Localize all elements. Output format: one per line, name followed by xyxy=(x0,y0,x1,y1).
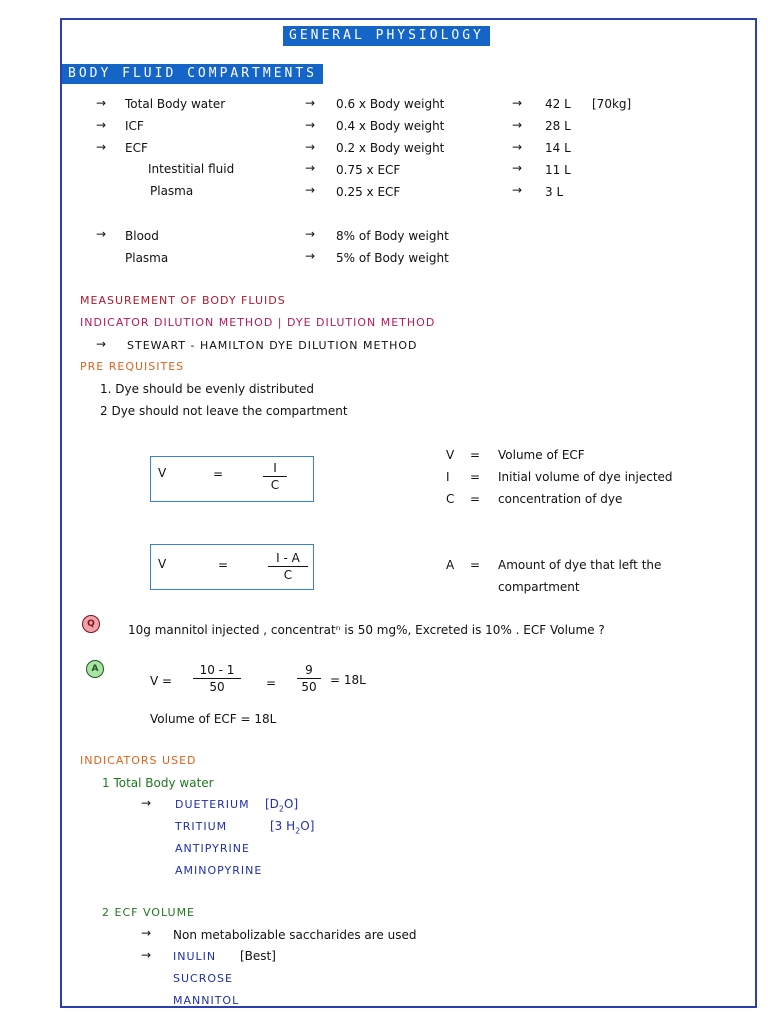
blood-formula: 8% of Body weight xyxy=(336,229,449,243)
answer-denominator: 50 xyxy=(209,680,225,694)
ecf-note: Non metabolizable saccharides are used xyxy=(173,928,417,942)
page-title: GENERAL PHYSIOLOGY xyxy=(283,26,490,46)
definition-symbol: V xyxy=(446,448,455,462)
definition-text: concentration of dye xyxy=(498,492,623,506)
measurement-heading: MEASUREMENT OF BODY FLUIDS xyxy=(80,294,286,307)
definition-text: compartment xyxy=(498,580,580,594)
definition-equals: = xyxy=(470,492,481,506)
arrow-icon: → xyxy=(305,161,316,175)
compartment-formula: 0.75 x ECF xyxy=(336,163,401,177)
ecf-heading: 2 ECF VOLUME xyxy=(102,906,196,919)
indicators-heading: INDICATORS USED xyxy=(80,754,197,767)
formula-fraction xyxy=(263,460,287,493)
formula-box-1 xyxy=(150,456,314,502)
arrow-icon: → xyxy=(141,796,152,810)
answer-badge-icon: A xyxy=(86,660,104,678)
definition-symbol: C xyxy=(446,492,455,506)
arrow-icon: → xyxy=(305,183,316,197)
question-badge-icon: Q xyxy=(82,615,100,633)
compartment-name: ECF xyxy=(125,141,148,155)
blood-name: Blood xyxy=(125,229,159,243)
arrow-icon: → xyxy=(305,140,316,154)
indicator-aminopyrine: AMINOPYRINE xyxy=(175,864,263,877)
answer-lhs: V = xyxy=(150,674,173,688)
compartment-value: 11 L xyxy=(545,163,571,177)
formula-part: O] xyxy=(300,819,315,833)
answer-result: = 18L xyxy=(330,673,366,687)
arrow-icon: → xyxy=(305,227,316,241)
indicator-tritium: TRITIUM xyxy=(175,820,228,833)
arrow-icon: → xyxy=(512,118,523,132)
definition-symbol: A xyxy=(446,558,455,572)
answer-denominator: 50 xyxy=(301,680,317,694)
indicator-inulin: INULIN xyxy=(173,950,217,963)
compartment-formula: 0.25 x ECF xyxy=(336,185,401,199)
arrow-icon: → xyxy=(305,249,316,263)
arrow-icon: → xyxy=(512,96,523,110)
formula-part: O] xyxy=(284,797,299,811)
compartment-formula: 0.2 x Body weight xyxy=(336,141,445,155)
arrow-icon: → xyxy=(96,337,107,351)
arrow-icon: → xyxy=(305,118,316,132)
method-heading: INDICATOR DILUTION METHOD | DYE DILUTION METHOD xyxy=(80,316,436,329)
deuterium-formula xyxy=(265,796,298,817)
compartment-name: Plasma xyxy=(150,184,194,198)
indicator-sucrose: SUCROSE xyxy=(173,972,233,985)
formula-lhs: V xyxy=(158,557,167,571)
arrow-icon: → xyxy=(141,948,152,962)
tritium-formula xyxy=(270,818,314,839)
arrow-icon: → xyxy=(512,140,523,154)
answer-fraction-2 xyxy=(297,662,321,695)
section-title: BODY FLUID COMPARTMENTS xyxy=(62,64,323,84)
formula-equals: = xyxy=(218,558,229,572)
compartment-name: Intestitial fluid xyxy=(148,162,235,176)
definition-text: Volume of ECF xyxy=(498,448,585,462)
compartment-value: 28 L xyxy=(545,119,571,133)
answer-conclusion: Volume of ECF = 18L xyxy=(150,712,277,726)
definition-equals: = xyxy=(470,470,481,484)
definition-equals: = xyxy=(470,448,481,462)
arrow-icon: → xyxy=(96,118,107,132)
arrow-icon: → xyxy=(96,96,107,110)
definition-text: Initial volume of dye injected xyxy=(498,470,673,484)
arrow-icon: → xyxy=(512,161,523,175)
arrow-icon: → xyxy=(96,227,107,241)
answer-numerator: 10 - 1 xyxy=(193,662,241,679)
formula-denominator: C xyxy=(270,478,280,492)
answer-numerator: 9 xyxy=(297,662,321,679)
formula-lhs: V xyxy=(158,466,167,480)
definition-equals: = xyxy=(470,558,481,572)
answer-fraction-1 xyxy=(193,662,241,695)
formula-denominator: C xyxy=(283,568,293,582)
arrow-icon: → xyxy=(512,183,523,197)
compartment-formula: 0.6 x Body weight xyxy=(336,97,445,111)
definition-symbol: I xyxy=(446,470,450,484)
indicator-mannitol: MANNITOL xyxy=(173,994,240,1007)
formula-part: [3 H xyxy=(270,819,296,833)
compartment-value: 3 L xyxy=(545,185,564,199)
prereq-item: 1. Dye should be evenly distributed xyxy=(100,382,315,396)
compartment-value: 42 L xyxy=(545,97,571,111)
compartment-formula: 0.4 x Body weight xyxy=(336,119,445,133)
arrow-icon: → xyxy=(141,926,152,940)
formula-numerator: I - A xyxy=(268,550,308,567)
compartment-value: 14 L xyxy=(545,141,571,155)
answer-equals: = xyxy=(266,676,277,690)
definition-text: Amount of dye that left the xyxy=(498,558,662,572)
tbw-heading: 1 Total Body water xyxy=(102,776,214,790)
formula-subscript: 2 xyxy=(295,826,301,836)
indicator-antipyrine: ANTIPYRINE xyxy=(175,842,250,855)
indicator-deuterium: DUETERIUM xyxy=(175,798,250,811)
plasma-formula: 5% of Body weight xyxy=(336,251,449,265)
formula-numerator: I xyxy=(263,460,287,477)
formula-fraction xyxy=(268,550,308,583)
compartment-name: ICF xyxy=(125,119,144,133)
question-text: 10g mannitol injected , concentratⁿ is 50 mg%, Excreted is 10% . ECF Volume ? xyxy=(128,623,605,637)
prereq-heading: PRE REQUISITES xyxy=(80,360,185,373)
plasma-name: Plasma xyxy=(125,251,169,265)
compartment-note: [70kg] xyxy=(592,97,632,111)
compartment-name: Total Body water xyxy=(125,97,226,111)
formula-equals: = xyxy=(213,467,224,481)
formula-part: [D xyxy=(265,797,279,811)
formula-subscript: 2 xyxy=(278,804,285,814)
inulin-note: [Best] xyxy=(240,949,276,963)
arrow-icon: → xyxy=(96,140,107,154)
stewart-method: STEWART - HAMILTON DYE DILUTION METHOD xyxy=(127,339,418,352)
arrow-icon: → xyxy=(305,96,316,110)
prereq-item: 2 Dye should not leave the compartment xyxy=(100,404,348,418)
